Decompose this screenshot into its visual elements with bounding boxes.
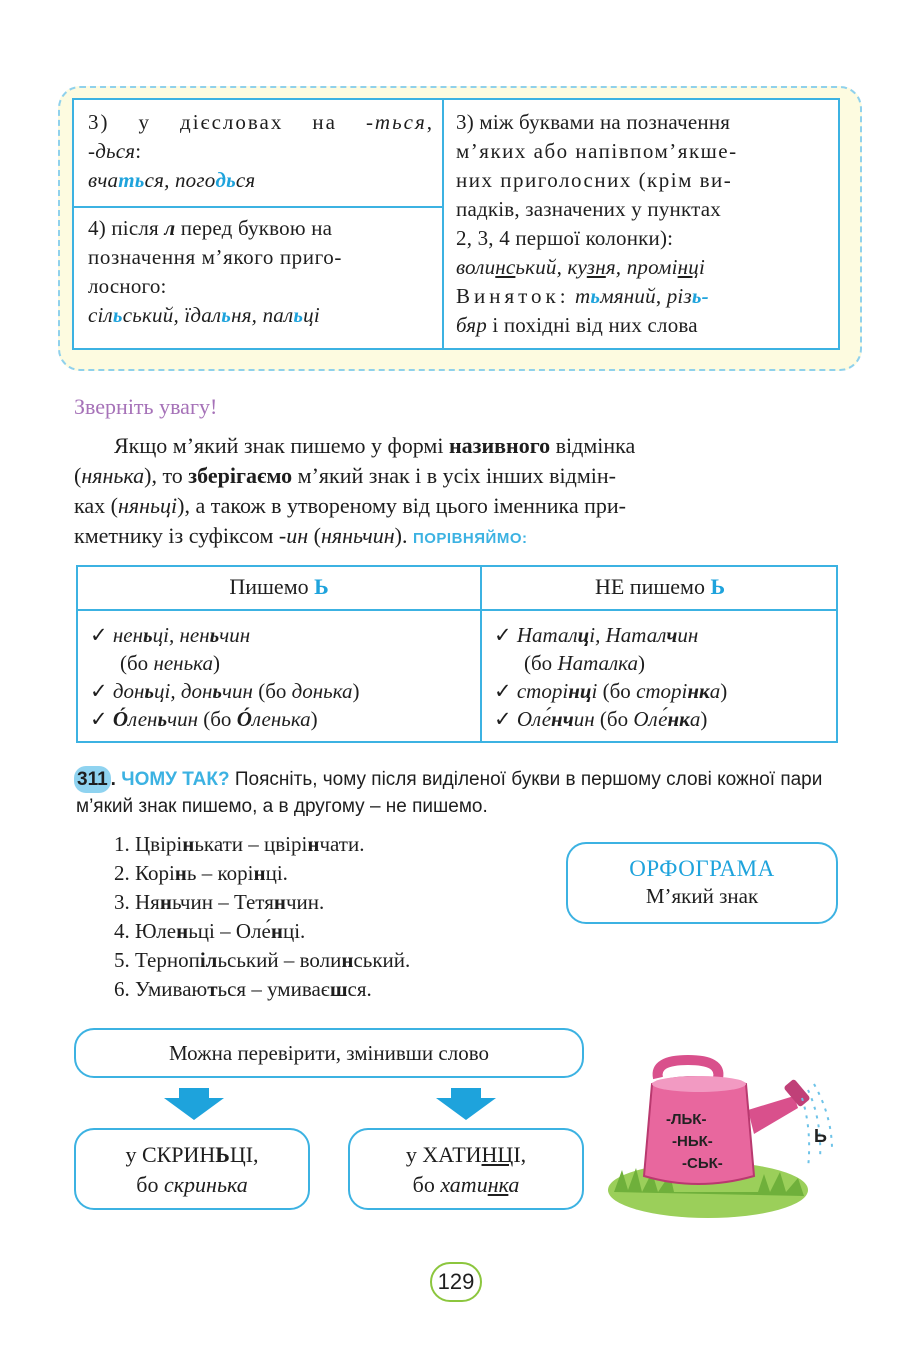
column-header: Пишемо Ь: [229, 574, 329, 599]
rule-cell-4: 4) після л перед буквою на позначення м’якого приго- лосного: сільський, їдальня, пальці: [88, 216, 342, 327]
page-number: 129: [430, 1262, 482, 1302]
compare-table: [76, 565, 838, 743]
exercise-heading: 311 . ЧОМУ ТАК? Поясніть, чому після виділеної букви в першому слові кожної пари м’який знак пишемо, а в другому – не пишемо.: [76, 766, 846, 820]
arrow-down-icon: [179, 1088, 209, 1098]
arrow-down-icon: [451, 1088, 481, 1098]
tag-label: -НЬК-: [672, 1133, 713, 1150]
check-box: Можна перевірити, змінивши слово: [74, 1028, 584, 1078]
compare-label: ПОРІВНЯЙМО:: [412, 530, 528, 547]
answer-box-2: у ХАТИНЦІ, бо хатинка: [348, 1128, 584, 1210]
column-header: НЕ пишемо Ь: [594, 574, 726, 599]
list-item: 1. Цвірінькати – цвірінчати.: [114, 832, 365, 856]
table-cell: ✓ Наталці, Наталчин (бо Наталка) ✓ сторінці (бо сторінка) ✓ Оле́нчин (бо Оле́нка): [494, 623, 728, 731]
list-item: 5. Тернопільський – волинський.: [114, 948, 411, 972]
rule-cell-3b: 3) між буквами на позначення м’яких або напівпом’якше- них приголосних (крім ви- падків, зазначених у пунктах 2, 3, 4 першої колонки): волинський, кузня, промінці Виняток: тьмяний, різь- бяр і похідні від них слова: [456, 110, 738, 337]
attention-title: Зверніть увагу!: [74, 394, 218, 419]
soft-sign-drop: Ь: [814, 1126, 827, 1146]
spout: [748, 1096, 798, 1134]
attention-paragraph: Якщо м’який знак пишемо у формі називного відмінка (нянька), то зберігаємо м’який знак і в усіх інших відмін- ках (няньці), а також в утвореному від цього іменника при- кметнику із суфіксом -ин (няньчин). ПОРІВНЯЙМО:: [74, 433, 636, 548]
handle: [658, 1060, 719, 1078]
divider: [442, 100, 444, 348]
list-item: 4. Юленьці – Оле́нці.: [114, 919, 306, 943]
rule-cell-3: 3) у дієсловах на -ться, -дься: вчаться, погодься: [88, 110, 434, 192]
orthogram-title: ОРФОГРАМА: [629, 856, 775, 881]
list-item: 2. Корінь – корінці.: [114, 861, 288, 885]
divider: [74, 206, 442, 208]
list-item: 3. Няньчин – Тетянчин.: [114, 890, 325, 914]
list-item: 6. Умиваються – умиваєшся.: [114, 977, 372, 1001]
arrow-down-icon: [164, 1098, 224, 1120]
orthogram-box: [566, 842, 838, 924]
tag-label: -СЬК-: [682, 1155, 723, 1172]
exercise-number: 311: [74, 766, 111, 793]
exercise-list: [114, 830, 410, 1004]
orthogram-subtitle: М’який знак: [645, 884, 759, 908]
rules-table: [72, 98, 840, 350]
can-top: [652, 1076, 746, 1092]
divider: [78, 609, 836, 611]
exercise-title: ЧОМУ ТАК?: [121, 769, 230, 790]
answer-box-1: у СКРИНЬЦІ, бо скринька: [74, 1128, 310, 1210]
watering-can-illustration: [608, 1050, 844, 1220]
table-cell: ✓ неньці, неньчин (бо ненька) ✓ доньці, доньчин (бо донька) ✓ Óленьчин (бо Óленька): [90, 623, 360, 731]
arrow-down-icon: [436, 1098, 496, 1120]
tag-label: -ЛЬК-: [666, 1111, 707, 1128]
